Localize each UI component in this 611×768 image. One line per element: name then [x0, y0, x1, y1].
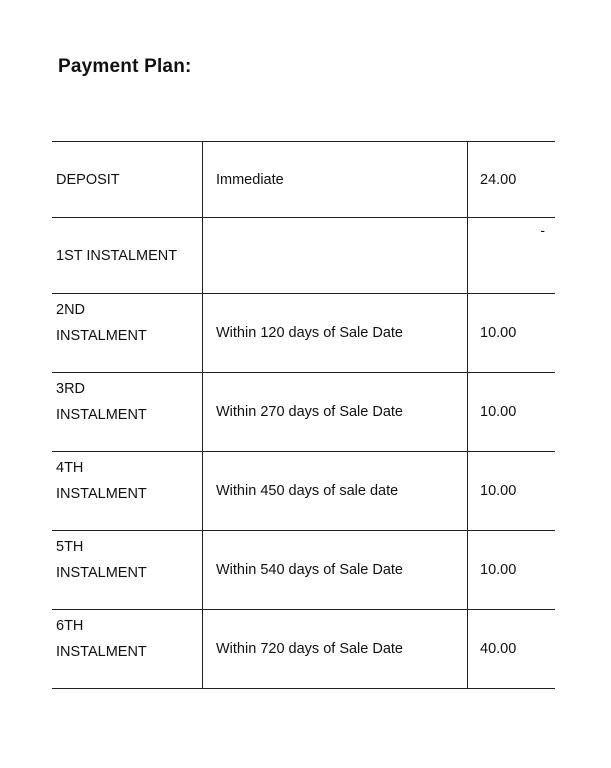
- row-label-line2: INSTALMENT: [56, 407, 147, 423]
- row-amount: [468, 218, 556, 294]
- page-title: Payment Plan:: [58, 56, 192, 77]
- row-amount: 10.00: [468, 531, 556, 610]
- row-timing: Immediate: [203, 142, 468, 218]
- row-label-line1: 4TH: [56, 460, 84, 476]
- row-label: [52, 142, 203, 218]
- table-row-3rd-instalment: [52, 373, 555, 452]
- row-label: [52, 294, 203, 373]
- table-row-1st-instalment: [52, 218, 555, 294]
- row-amount: 40.00: [468, 610, 556, 689]
- row-timing: Within 450 days of sale date: [203, 452, 468, 531]
- table-row-5th-instalment: [52, 531, 555, 610]
- row-timing: [203, 218, 468, 294]
- dash-mark: -: [540, 222, 545, 238]
- row-amount: 24.00: [468, 142, 556, 218]
- row-label-line1: 3RD: [56, 381, 86, 397]
- table-row-4th-instalment: [52, 452, 555, 531]
- row-label: [52, 452, 203, 531]
- row-amount: 10.00: [468, 373, 556, 452]
- row-label-line1: 2ND: [56, 302, 86, 318]
- row-label-line1: 5TH: [56, 539, 84, 555]
- row-timing: Within 270 days of Sale Date: [203, 373, 468, 452]
- row-label-line2: INSTALMENT: [56, 565, 147, 581]
- row-timing: Within 720 days of Sale Date: [203, 610, 468, 689]
- row-label-line1: DEPOSIT: [56, 171, 120, 188]
- row-label-line1: 6TH: [56, 618, 84, 634]
- row-label: [52, 610, 203, 689]
- row-timing: Within 540 days of Sale Date: [203, 531, 468, 610]
- row-label-line1: 1ST INSTALMENT: [56, 247, 178, 264]
- row-label-line2: INSTALMENT: [56, 644, 147, 660]
- row-label: [52, 531, 203, 610]
- row-amount: 10.00: [468, 294, 556, 373]
- table-row-deposit: [52, 142, 555, 218]
- row-label: [52, 218, 203, 294]
- row-label: [52, 373, 203, 452]
- row-amount: 10.00: [468, 452, 556, 531]
- table-row-6th-instalment: [52, 610, 555, 689]
- row-timing: Within 120 days of Sale Date: [203, 294, 468, 373]
- row-label-line2: INSTALMENT: [56, 328, 147, 344]
- payment-plan-table: [52, 141, 555, 689]
- row-label-line2: INSTALMENT: [56, 486, 147, 502]
- table-row-2nd-instalment: [52, 294, 555, 373]
